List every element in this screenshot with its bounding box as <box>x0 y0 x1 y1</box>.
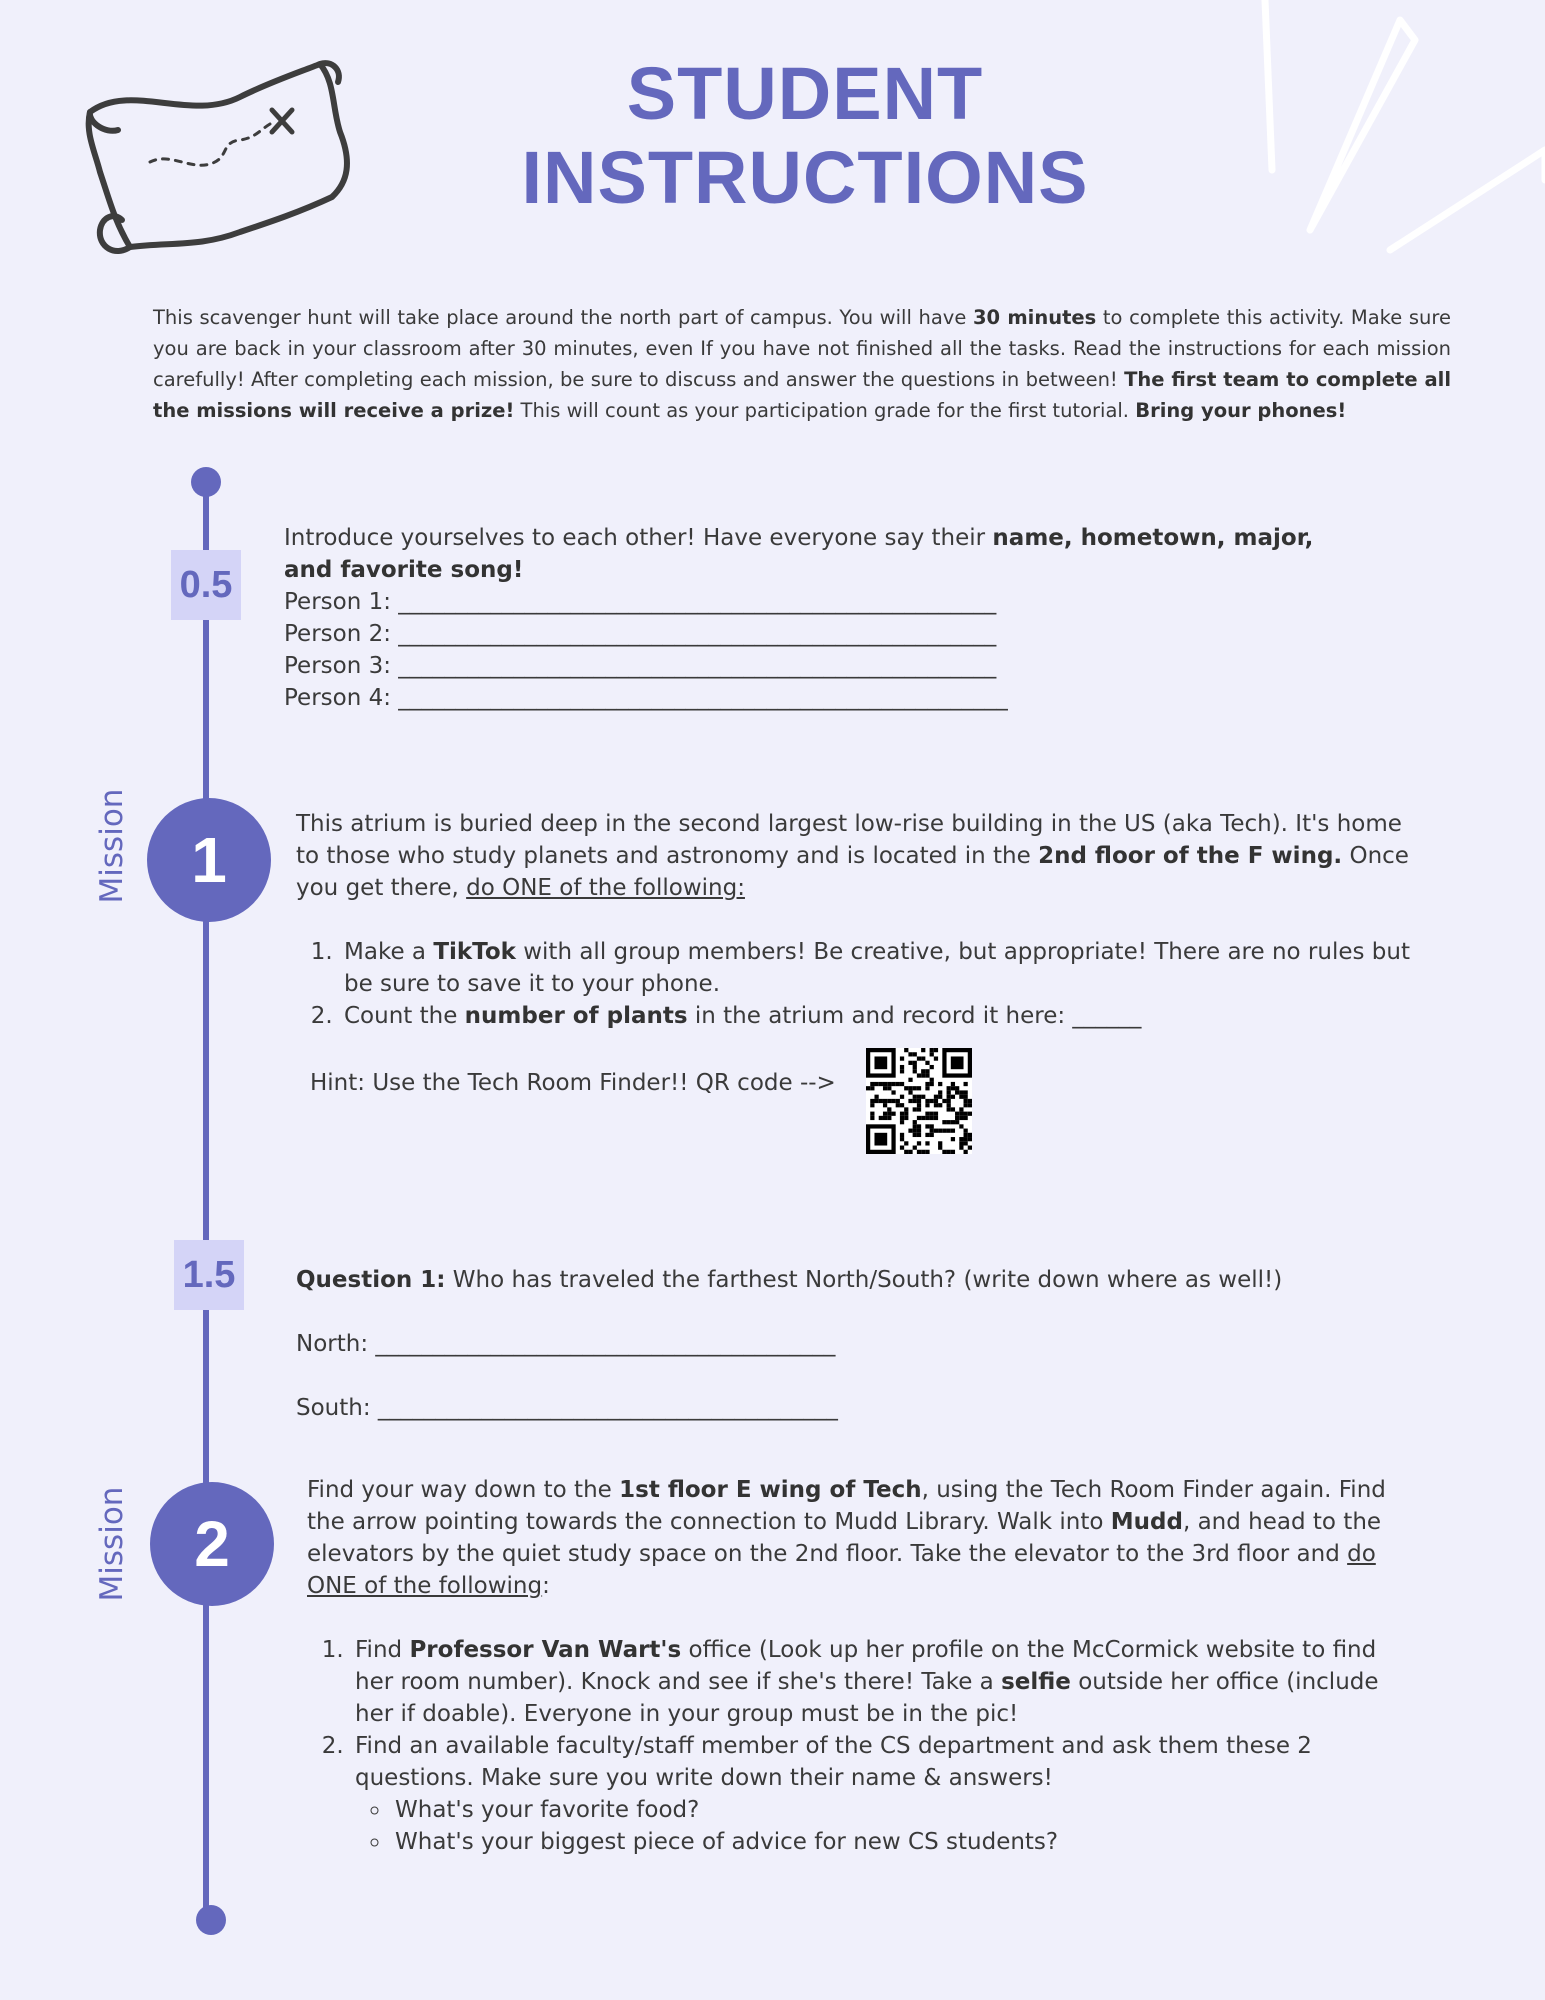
title-line-1: STUDENT <box>626 52 984 135</box>
intro-text-3: This will count as your participation grade for the first tutorial. <box>514 399 1136 422</box>
mission-2-content <box>307 1474 1407 1858</box>
option-1-text-a: Make a <box>344 939 434 965</box>
mission-2-bold-location: 1st floor E wing of Tech <box>619 1477 922 1503</box>
north-answer-field[interactable]: North: ________________________________________ <box>296 1331 836 1357</box>
intro-paragraph <box>153 302 1451 426</box>
question-1-label: Question 1: <box>296 1267 446 1293</box>
m2-option-1-text-a: Find <box>355 1637 410 1663</box>
mission-2-number: 2 <box>150 1482 274 1606</box>
mission-2-option-2 <box>351 1730 1407 1858</box>
sub-question-food: ◦ What's your favorite food? <box>391 1794 1407 1826</box>
mission-2-text-1: Find your way down to the <box>307 1477 620 1503</box>
option-2-text-a: Count the <box>344 1003 465 1029</box>
intro-bold-prize: The first team to complete all the missions will receive a prize! <box>153 368 1452 422</box>
mission-1-option-2 <box>340 1000 1426 1032</box>
mission-1-options <box>296 936 1426 1032</box>
mission-1-option-1 <box>340 936 1426 1000</box>
intro-bold-time: 30 minutes <box>972 306 1097 329</box>
mission-1-bold-location: 2nd floor of the F wing. <box>1038 843 1343 869</box>
option-2-bold: number of plants <box>464 1003 688 1029</box>
mission-1-label: Mission <box>94 788 130 904</box>
timeline-start-dot <box>191 467 221 497</box>
intro-text-2: to complete this activity. Make sure you are back in your classroom after 30 minutes, even If you have not finished all the tasks. Read the instructions for each mission carefully! After completing each mission, be sure to discuss and answer the questions in between! <box>153 306 1451 391</box>
step-1-5-content <box>296 1264 1426 1424</box>
person-4-field[interactable]: Person 4: _____________________________________________________ <box>284 685 1008 711</box>
step-0-5-content <box>284 522 1344 714</box>
mission-2-bold-mudd: Mudd <box>1110 1509 1183 1535</box>
mission-2-text-3: , and head to the elevators by the quiet study space on the 2nd floor. Take the elevator to the 3rd floor and <box>307 1509 1382 1567</box>
sub-question-advice: ◦ What's your biggest piece of advice for new CS students? <box>391 1826 1407 1858</box>
title-line-2: INSTRUCTIONS <box>521 136 1089 219</box>
mission-2-sub-questions <box>355 1794 1407 1858</box>
person-3-field[interactable]: Person 3: ____________________________________________________ <box>284 653 997 679</box>
mission-1-underlined: do ONE of the following: <box>466 875 745 901</box>
m2-option-2-text: Find an available faculty/staff member of the CS department and ask them these 2 questions. Make sure you write down their name & answers! <box>355 1733 1312 1791</box>
m2-option-1-text-e: outside her office (include her if doable). Everyone in your group must be in the pic! <box>355 1669 1379 1727</box>
option-1-text-c: with all group members! Be creative, but appropriate! There are no rules but be sure to save it to your phone. <box>344 939 1410 997</box>
mission-1-hint: Hint: Use the Tech Room Finder!! QR code --> <box>310 1070 836 1096</box>
decorative-strokes <box>1250 0 1545 260</box>
mission-1-text-2: Once you get there, <box>296 843 1409 901</box>
step-number-0-5: 0.5 <box>171 550 241 620</box>
mission-2-label: Mission <box>94 1486 130 1602</box>
south-answer-field[interactable]: South: ________________________________________ <box>296 1395 838 1421</box>
treasure-map-illustration <box>70 52 370 262</box>
mission-2-options <box>307 1634 1407 1858</box>
mission-2-text-4: : <box>542 1573 550 1599</box>
step-0-5-text: Introduce yourselves to each other! Have everyone say their <box>284 525 993 551</box>
option-1-bold: TikTok <box>433 939 516 965</box>
mission-2-underlined: do ONE of the following <box>307 1541 1376 1599</box>
mission-2-text-2: , using the Tech Room Finder again. Find the arrow pointing towards the connection to Mudd Library. Walk into <box>307 1477 1386 1535</box>
m2-option-1-text-c: office (Look up her profile on the McCormick website to find her room number). Knock and see if she's there! Take a <box>355 1637 1377 1695</box>
mission-1-content <box>296 808 1426 1032</box>
m2-option-1-bold-selfie: selfie <box>1001 1669 1071 1695</box>
mission-1-number: 1 <box>147 798 271 922</box>
timeline-end-dot <box>196 1905 226 1935</box>
timeline-line <box>203 480 209 1920</box>
page-title <box>360 52 1250 220</box>
person-2-field[interactable]: Person 2: ____________________________________________________ <box>284 621 997 647</box>
option-2-text-c: in the atrium and record it here: ______ <box>687 1003 1142 1029</box>
m2-option-1-bold-prof: Professor Van Wart's <box>409 1637 682 1663</box>
question-1-text: Who has traveled the farthest North/South? (write down where as well!) <box>445 1267 1283 1293</box>
step-number-1-5: 1.5 <box>174 1240 244 1310</box>
mission-1-text-1: This atrium is buried deep in the second largest low-rise building in the US (aka Tech). It's home to those who study planets and astronomy and is located in the <box>296 811 1402 869</box>
qr-code[interactable] <box>866 1048 972 1154</box>
mission-2-option-1 <box>351 1634 1407 1730</box>
step-0-5-bold: name, hometown, major, and favorite song! <box>284 525 1314 583</box>
person-1-field[interactable]: Person 1: ____________________________________________________ <box>284 589 997 615</box>
intro-bold-phones: Bring your phones! <box>1135 399 1347 422</box>
intro-text-1: This scavenger hunt will take place around the north part of campus. You will have <box>153 306 973 329</box>
